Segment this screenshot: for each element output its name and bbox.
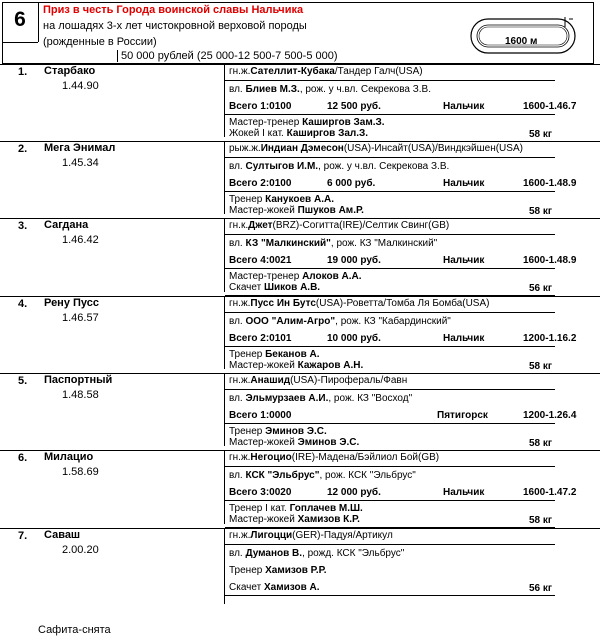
prize-divider: [117, 50, 118, 62]
best-time: 1200-1.16.2: [523, 333, 577, 344]
entry-number: 4.: [18, 298, 28, 310]
sire: Джет: [248, 220, 273, 231]
sire: Сателлит-Кубака: [250, 66, 335, 77]
dam-sire: (IRE)-Мадена/Бэйлиол Бой(GB): [291, 452, 440, 463]
pedigree: [229, 143, 523, 154]
trainer: [229, 194, 334, 205]
track-distance: 1600 м: [505, 36, 538, 47]
pedigree-prefix: гн.ж.: [229, 66, 251, 77]
owner-prefix: вл.: [229, 238, 243, 249]
trainer-name: Гоплачев М.Ш.: [289, 503, 363, 514]
owner-suffix: , рож. КСК "Эльбрус": [319, 470, 416, 481]
carried-weight: 56 кг: [529, 283, 553, 294]
sire: Пусс Ин Бутс: [250, 298, 316, 309]
pedigree: [229, 375, 407, 386]
trainer-name: Алоков А.А.: [302, 271, 362, 282]
owner-suffix: , рож. у ч.вл. Секрекова З.В.: [299, 84, 432, 95]
jockey: [229, 128, 368, 139]
jockey-prefix: Скачет: [229, 582, 262, 593]
jockey: [229, 514, 360, 525]
horse-time: 1.48.58: [62, 389, 99, 401]
horse-name: Мега Энимал: [44, 142, 116, 154]
column-divider: [224, 141, 225, 214]
owner: [229, 470, 416, 481]
trainer-prefix: Тренер I кат.: [229, 503, 287, 514]
dam-sire: /Тандер Галч(USA): [334, 66, 423, 77]
entry-separator: [0, 64, 600, 65]
column-divider: [224, 373, 225, 446]
pedigree-underline: [225, 157, 555, 158]
best-time: 1600-1.46.7: [523, 101, 577, 112]
race-title: Приз в честь Города воинской славы Нальчика: [43, 4, 304, 16]
owner-suffix: , рож. КЗ "Восход": [328, 393, 413, 404]
owner-name: Думанов В.: [245, 548, 303, 559]
jockey-prefix: Жокей I кат.: [229, 128, 284, 139]
dam-sire: (USA)-Роветта/Томба Ля Бомба(USA): [315, 298, 490, 309]
record-underline: [225, 191, 555, 192]
header-divider: [38, 2, 39, 42]
jockey-name: Хамизов А.: [263, 582, 320, 593]
trainer-prefix: Мастер-тренер: [229, 117, 300, 128]
horse-entry: [0, 373, 600, 450]
trainer-name: Хамизов Р.Р.: [265, 565, 327, 576]
race-conditions-line1: на лошадях 3-х лет чистокровной верховой породы: [43, 20, 307, 32]
dam-sire: (USA)-Пирофераль/Фавн: [290, 375, 408, 386]
record-underline: [225, 423, 555, 424]
jockey-name: Хамизов К.Р.: [297, 514, 360, 525]
trainer-prefix: Мастер-тренер: [229, 271, 300, 282]
best-track: Нальчик: [443, 101, 485, 112]
horse-time: 1.46.57: [62, 312, 99, 324]
best-track: Нальчик: [443, 255, 485, 266]
career-record: Всего 3:0020: [229, 487, 292, 498]
horse-time: 1.58.69: [62, 466, 99, 478]
earnings: 6 000 руб.: [327, 178, 376, 189]
pedigree-underline: [225, 312, 555, 313]
entry-number: 5.: [18, 375, 28, 387]
horse-name: Старбако: [44, 65, 96, 77]
owner-name: Блиев М.З.: [245, 84, 300, 95]
carried-weight: 58 кг: [529, 361, 553, 372]
owner: [229, 548, 404, 559]
trainer: [229, 117, 385, 128]
career-record: Всего 4:0021: [229, 255, 292, 266]
jockey: [229, 205, 364, 216]
trainer: [229, 426, 327, 437]
race-prize: 50 000 рублей (25 000-12 500-7 500-5 000): [121, 50, 338, 62]
earnings: 10 000 руб.: [327, 333, 381, 344]
owner-name: КЗ "Малкинский": [245, 238, 331, 249]
best-time: 1600-1.48.9: [523, 255, 577, 266]
race-number: 6: [14, 8, 26, 31]
trainer-prefix: Тренер: [229, 426, 263, 437]
horse-entry: [0, 141, 600, 218]
entry-number: 6.: [18, 452, 28, 464]
jockey-prefix: Мастер-жокей: [229, 437, 295, 448]
carried-weight: 58 кг: [529, 515, 553, 526]
sire: Анашид: [250, 375, 291, 386]
pedigree-underline: [225, 80, 555, 81]
jockey-prefix: Мастер-жокей: [229, 514, 295, 525]
pedigree-prefix: гн.ж.: [229, 375, 251, 386]
best-track: Нальчик: [443, 487, 485, 498]
jockey-name: Каширгов Зал.З.: [286, 128, 369, 139]
trainer-prefix: Тренер: [229, 194, 263, 205]
best-time: 1600-1.48.9: [523, 178, 577, 189]
carried-weight: 58 кг: [529, 438, 553, 449]
entry-separator: [0, 296, 600, 297]
column-divider: [224, 218, 225, 292]
horse-entry: [0, 296, 600, 373]
owner: [229, 316, 451, 327]
sire: Лигоцци: [250, 530, 293, 541]
trainer: [229, 271, 362, 282]
pedigree-prefix: гн.ж.: [229, 298, 251, 309]
pedigree: [229, 452, 439, 463]
career-record: Всего 2:0101: [229, 333, 292, 344]
entry-number: 1.: [18, 66, 28, 78]
entry-separator: [0, 373, 600, 374]
pedigree: [229, 220, 449, 231]
jockey-name: Эминов Э.С.: [297, 437, 360, 448]
pedigree: [229, 298, 489, 309]
jockey-prefix: Мастер-жокей: [229, 205, 295, 216]
horse-time: 2.00.20: [62, 544, 99, 556]
horse-entry: [0, 64, 600, 141]
jockey: [229, 582, 320, 593]
owner-suffix: , рожд. КСК "Эльбрус": [302, 548, 405, 559]
horse-entry: [0, 218, 600, 296]
owner-name: ООО "Алим-Агро": [245, 316, 336, 327]
horse-name: Сагдана: [44, 219, 89, 231]
owner-suffix: , рож. КЗ "Малкинский": [330, 238, 438, 249]
entry-separator: [0, 141, 600, 142]
entry-number: 2.: [18, 143, 28, 155]
sire: Индиан Дэмесон: [260, 143, 344, 154]
best-track: Пятигорск: [437, 410, 488, 421]
horse-time: 1.45.34: [62, 157, 99, 169]
record-underline: [225, 500, 555, 501]
career-record: Всего 1:0000: [229, 410, 292, 421]
pedigree-prefix: рыж.ж.: [229, 143, 261, 154]
owner: [229, 84, 431, 95]
trainer-prefix: Тренер: [229, 565, 263, 576]
carried-weight: 58 кг: [529, 206, 553, 217]
column-divider: [224, 528, 225, 604]
jockey-underline: [225, 595, 555, 596]
trainer-name: Каширгов Зам.З.: [302, 117, 385, 128]
header-divider: [2, 42, 38, 43]
horse-time: 1.44.90: [62, 80, 99, 92]
entry-number: 7.: [18, 530, 28, 542]
trainer-name: Беканов А.: [265, 349, 320, 360]
pedigree-prefix: гн.к.: [229, 220, 249, 231]
trainer: [229, 503, 363, 514]
carried-weight: 58 кг: [529, 129, 553, 140]
owner-prefix: вл.: [229, 316, 243, 327]
entry-number: 3.: [18, 220, 28, 232]
owner: [229, 161, 449, 172]
best-track: Нальчик: [443, 178, 485, 189]
record-underline: [225, 114, 555, 115]
record-underline: [225, 268, 555, 269]
jockey: [229, 437, 359, 448]
column-divider: [224, 296, 225, 369]
race-conditions-line2: (рожденные в России): [43, 36, 157, 48]
horse-time: 1.46.42: [62, 234, 99, 246]
pedigree-underline: [225, 234, 555, 235]
column-divider: [224, 450, 225, 524]
trainer-name: Канукоев А.А.: [265, 194, 334, 205]
horse-name: Паспортный: [44, 374, 113, 386]
owner-prefix: вл.: [229, 161, 243, 172]
owner-suffix: , рож. у ч.вл. Секрекова З.В.: [318, 161, 450, 172]
record-underline: [225, 346, 555, 347]
owner-name: Эльмурзаев А.И.: [245, 393, 329, 404]
career-record: Всего 1:0100: [229, 101, 292, 112]
jockey-name: Пшуков Ам.Р.: [297, 205, 364, 216]
jockey-name: Шиков А.В.: [263, 282, 321, 293]
horse-name: Саваш: [44, 529, 81, 541]
horse-entry: [0, 450, 600, 528]
entry-separator: [0, 218, 600, 219]
horse-name: Милацио: [44, 451, 94, 463]
best-time: 1600-1.47.2: [523, 487, 577, 498]
best-track: Нальчик: [443, 333, 485, 344]
jockey: [229, 360, 363, 371]
trainer: [229, 565, 327, 576]
earnings: 19 000 руб.: [327, 255, 381, 266]
entry-separator: [0, 450, 600, 451]
sire: Негоцио: [250, 452, 292, 463]
best-time: 1200-1.26.4: [523, 410, 577, 421]
owner-name: Султыгов И.М.: [245, 161, 319, 172]
career-record: Всего 2:0100: [229, 178, 292, 189]
trainer: [229, 349, 320, 360]
horse-name: Рену Пусс: [44, 297, 99, 309]
jockey-name: Кажаров А.Н.: [297, 360, 364, 371]
pedigree: [229, 530, 393, 541]
jockey: [229, 282, 320, 293]
pedigree-underline: [225, 466, 555, 467]
owner-prefix: вл.: [229, 548, 243, 559]
dam-sire: (USA)-Инсайт(USA)/Виндкэйшен(USA): [343, 143, 523, 154]
trainer-name: Эминов Э.С.: [265, 426, 327, 437]
trainer-prefix: Тренер: [229, 349, 263, 360]
pedigree-prefix: гн.ж.: [229, 452, 251, 463]
owner-prefix: вл.: [229, 84, 243, 95]
owner: [229, 238, 437, 249]
earnings: 12 500 руб.: [327, 101, 381, 112]
carried-weight: 56 кг: [529, 583, 553, 594]
owner-name: КСК "Эльбрус": [245, 470, 320, 481]
jockey-prefix: Мастер-жокей: [229, 360, 295, 371]
horse-entry: [0, 528, 600, 608]
owner-prefix: вл.: [229, 470, 243, 481]
pedigree-underline: [225, 544, 555, 545]
jockey-prefix: Скачет: [229, 282, 262, 293]
owner-suffix: , рож. КЗ "Кабардинский": [335, 316, 451, 327]
dam-sire: (GER)-Падуя/Артикул: [292, 530, 393, 541]
pedigree: [229, 66, 423, 77]
pedigree-prefix: гн.ж.: [229, 530, 251, 541]
pedigree-underline: [225, 389, 555, 390]
footer-note: Сафита-снята: [38, 624, 111, 636]
dam-sire: (BRZ)-Согитта(IRE)/Селтик Свинг(GB): [272, 220, 450, 231]
earnings: 12 000 руб.: [327, 487, 381, 498]
column-divider: [224, 64, 225, 137]
owner-prefix: вл.: [229, 393, 243, 404]
owner: [229, 393, 412, 404]
entry-separator: [0, 528, 600, 529]
